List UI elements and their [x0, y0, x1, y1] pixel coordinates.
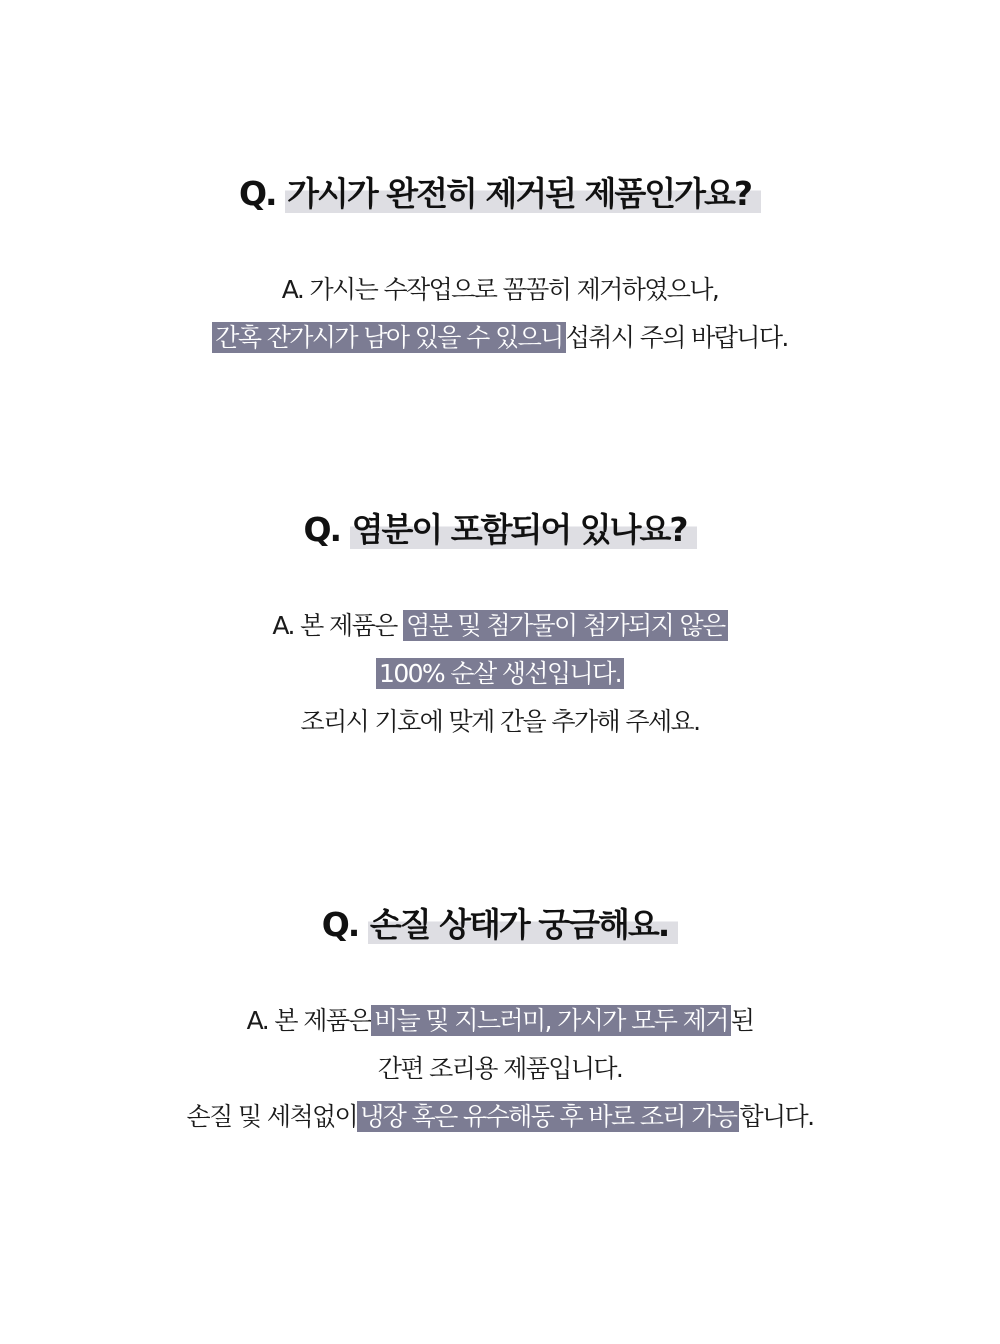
- question-prefix: Q.: [303, 510, 341, 549]
- answer-text: A. 본 제품은: [246, 1006, 371, 1035]
- faq-answer: [0, 997, 1000, 1141]
- question-prefix: Q.: [321, 905, 359, 944]
- faq-item-1: [0, 172, 1000, 362]
- faq-question: [0, 508, 1000, 552]
- answer-highlight: 간혹 잔가시가 남아 있을 수 있으니: [212, 322, 565, 353]
- answer-line: [0, 1045, 1000, 1093]
- question-text: 손질 상태가 궁금해요.: [368, 905, 678, 944]
- faq-item-2: [0, 508, 1000, 746]
- answer-highlight: 비늘 및 지느러미, 가시가 모두 제거: [371, 1005, 731, 1036]
- answer-text: 된: [730, 1006, 754, 1035]
- question-prefix: Q.: [239, 174, 276, 213]
- answer-text: 간편 조리용 제품입니다.: [377, 1054, 623, 1083]
- faq-answer: [0, 602, 1000, 746]
- faq-item-3: [0, 903, 1000, 1141]
- answer-text: 섭취시 주의 바랍니다.: [565, 323, 788, 352]
- question-text: 염분이 포함되어 있나요?: [350, 510, 697, 549]
- answer-line: [0, 314, 1000, 362]
- answer-highlight: 100% 순살 생선입니다.: [376, 658, 624, 689]
- answer-text: A. 가시는 수작업으로 꼼꼼히 제거하였으나,: [281, 275, 719, 304]
- answer-line: [0, 602, 1000, 650]
- faq-question: [0, 903, 1000, 947]
- faq-question: [0, 172, 1000, 216]
- answer-line: [0, 997, 1000, 1045]
- answer-text: 합니다.: [739, 1102, 814, 1131]
- answer-line: [0, 266, 1000, 314]
- answer-text: 조리시 기호에 맞게 간을 추가해 주세요.: [300, 707, 700, 736]
- answer-highlight: 냉장 혹은 유수해동 후 바로 조리 가능: [357, 1101, 739, 1132]
- answer-text: A. 본 제품은: [272, 611, 397, 640]
- faq-answer: [0, 266, 1000, 362]
- answer-text: 손질 및 세척없이: [186, 1102, 358, 1131]
- answer-line: [0, 650, 1000, 698]
- answer-line: [0, 1093, 1000, 1141]
- answer-line: [0, 698, 1000, 746]
- answer-highlight: 염분 및 첨가물이 첨가되지 않은: [403, 610, 728, 641]
- question-text: 가시가 완전히 제거된 제품인가요?: [285, 174, 761, 213]
